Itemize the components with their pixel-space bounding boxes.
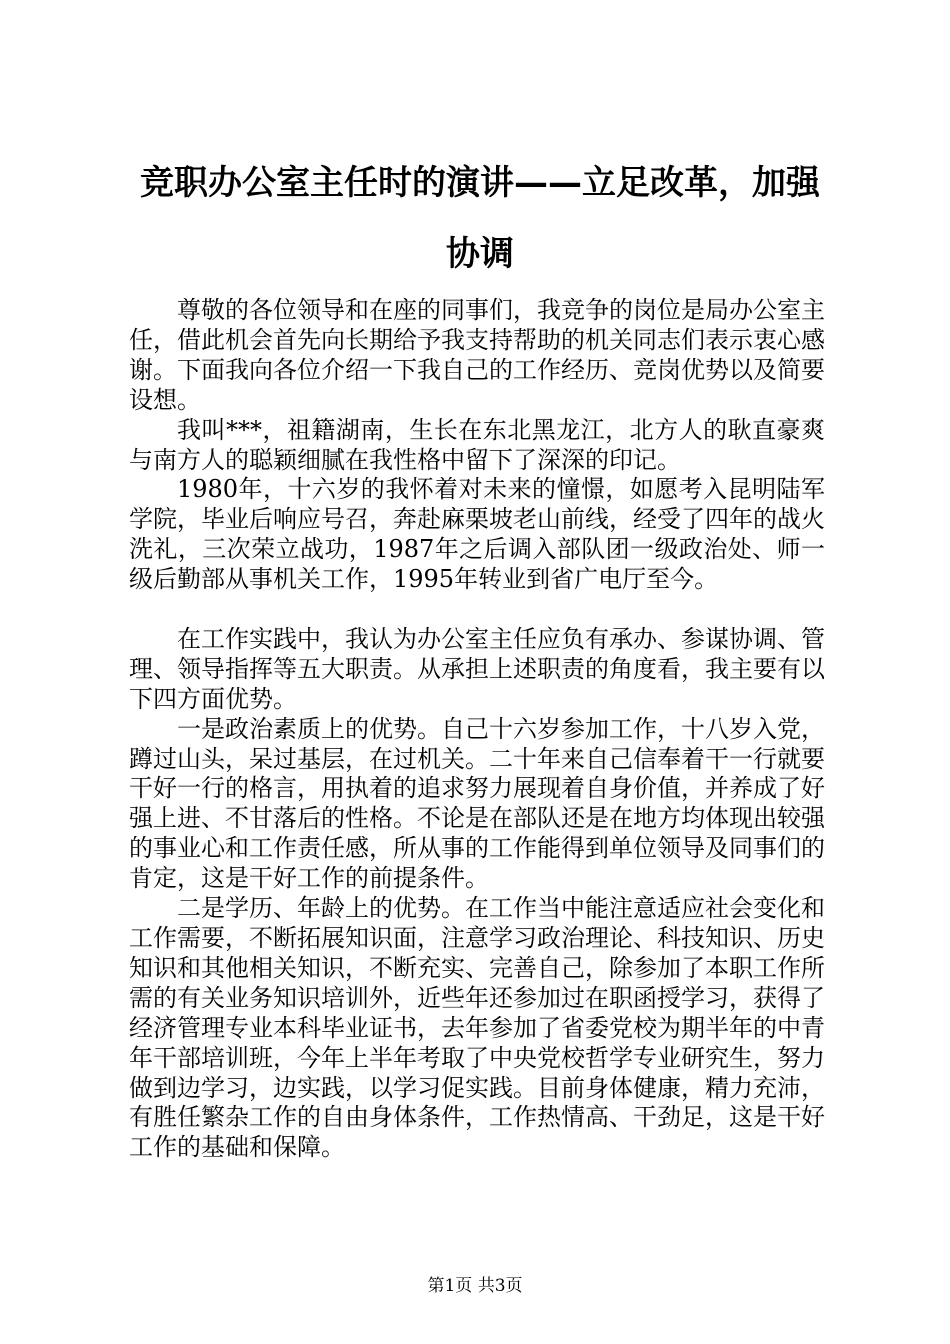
document-title (120, 160, 840, 281)
paragraph-advantage-education: 二是学历、年龄上的优势。在工作当中能注意适应社会变化和工作需要，不断拓展知识面，注意学习政治理论、科技知识、历史知识和其他相关知识，不断充实、完善自己，除参加了本职工作所需的有关业务知识培训外，近些年还参加过在职函授学习，获得了经济管理专业本科毕业证书，去年参加了省委党校为期半年的中青年干部培训班，今年上半年考取了中央党校哲学专业研究生，努力做到边学习，边实践，以学习促实践。目前身体健康，精力充沛，有胜任繁杂工作的自由身体条件，工作热情高、干劲足，这是干好工作的基础和保障。 (129, 894, 825, 1162)
page-footer: 第1页 共3页 (427, 1276, 523, 1296)
paragraph-introduction: 我叫***，祖籍湖南，生长在东北黑龙江，北方人的耿直豪爽与南方人的聪颖细腻在我性格中留下了深深的印记。 (129, 415, 825, 474)
title-line-2: 协调 (446, 234, 514, 274)
paragraph-greeting: 尊敬的各位领导和在座的同事们，我竞争的岗位是局办公室主任，借此机会首先向长期给予我支持帮助的机关同志们表示衷心感谢。下面我向各位介绍一下我自己的工作经历、竞岗优势以及简要设想。 (129, 296, 825, 414)
paragraph-advantage-political: 一是政治素质上的优势。自己十六岁参加工作，十八岁入党，蹲过山头，呆过基层，在过机关。二十年来自己信奉着干一行就要干好一行的格言，用执着的追求努力展现着自身价值，并养成了好强上进、不甘落后的性格。不论是在部队还是在地方均体现出较强的事业心和工作责任感，所从事的工作能得到单位领导及同事们的肯定，这是干好工作的前提条件。 (129, 714, 825, 893)
title-line-1: 竞职办公室主任时的演讲——立足改革，加强 (140, 163, 820, 203)
paragraph-duties: 在工作实践中，我认为办公室主任应负有承办、参谋协调、管理、领导指挥等五大职责。从承担上述职责的角度看，我主要有以下四方面优势。 (129, 624, 825, 713)
document-body (129, 296, 825, 1163)
paragraph-experience: 1980年，十六岁的我怀着对未来的憧憬，如愿考入昆明陆军学院，毕业后响应号召，奔赴麻栗坡老山前线，经受了四年的战火洗礼，三次荣立战功，1987年之后调入部队团一级政治处、师一级后勤部从事机关工作，1995年转业到省广电厅至今。 (129, 475, 825, 594)
